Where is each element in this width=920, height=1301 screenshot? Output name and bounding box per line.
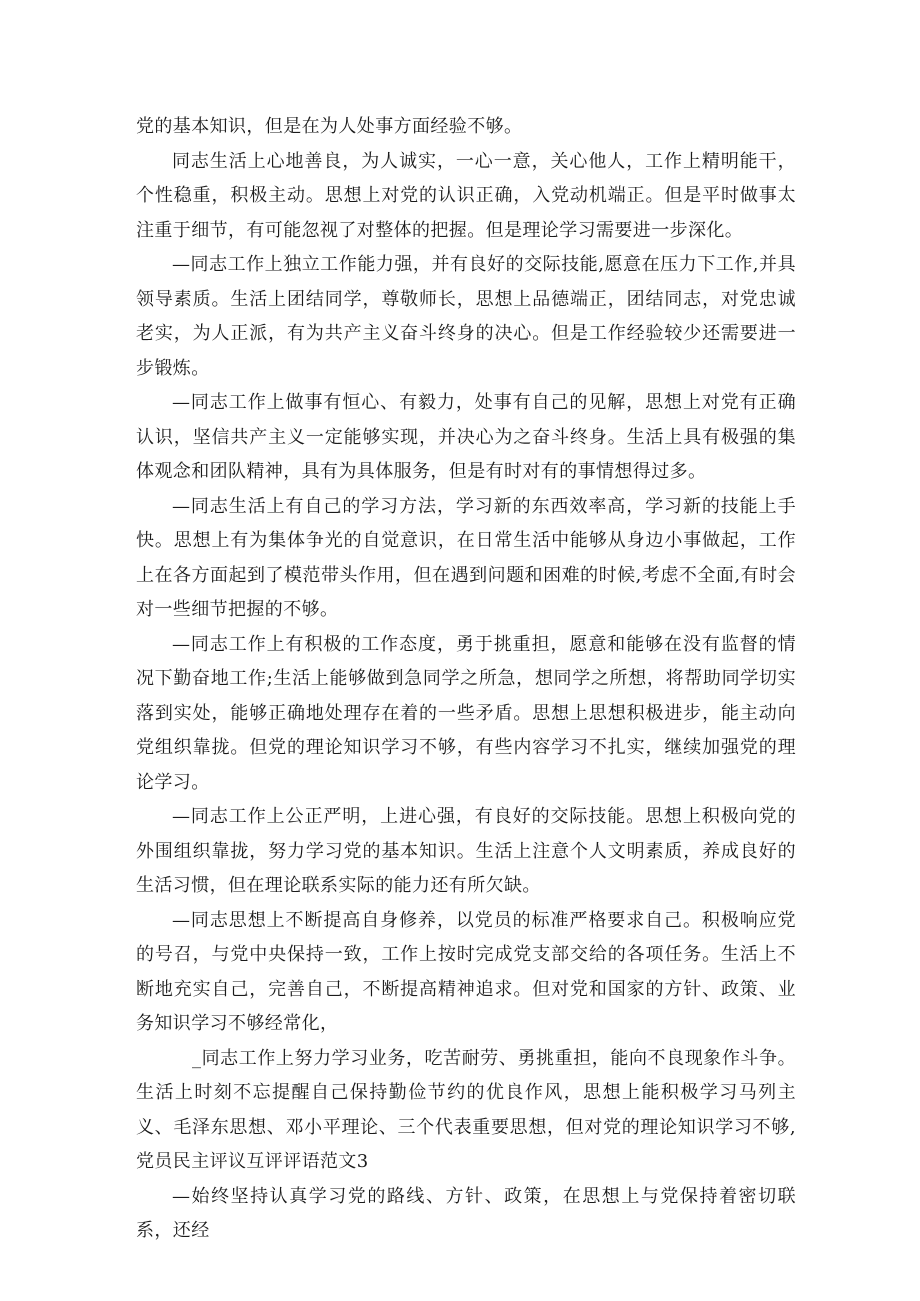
paragraph-6: —同志工作上有积极的工作态度，勇于挑重担，愿意和能够在没有监督的情况下勤奋地工作;生活上能够做到急同学之所急，想同学之所想，将帮助同学切实落到实处，能够正确地处理存在着的一些矛盾。思想上思想积极进步，能主动向党组织靠拢。但党的理论知识学习不够，有些内容学习不扎实，继续加强党的理论学习。 [136,633,796,793]
paragraph-9: _同志工作上努力学习业务，吃苦耐劳、勇挑重担，能向不良现象作斗争。生活上时刻不忘提醒自己保持勤俭节约的优良作风，思想上能积极学习马列主义、毛泽东思想、邓小平理论、三个代表重要思想，但对党的理论知识学习不够,党员民主评议互评评语范文3 [136,1047,796,1172]
paragraph-4: —同志工作上做事有恒心、有毅力，处事有自己的见解，思想上对党有正确认识，坚信共产主义一定能够实现，并决心为之奋斗终身。生活上具有极强的集体观念和团队精神，具有为具体服务，但是有时对有的事情想得过多。 [136,392,796,482]
paragraph-5: —同志生活上有自己的学习方法，学习新的东西效率高，学习新的技能上手快。思想上有为集体争光的自觉意识，在日常生活中能够从身边小事做起，工作上在各方面起到了模范带头作用，但在遇到问题和困难的时候,考虑不全面,有时会对一些细节把握的不够。 [136,495,796,620]
paragraph-2: 同志生活上心地善良，为人诚实，一心一意，关心他人，工作上精明能干，个性稳重，积极主动。思想上对党的认识正确，入党动机端正。但是平时做事太注重于细节，有可能忽视了对整体的把握。但是理论学习需要进一步深化。 [136,150,796,241]
paragraph-1: 党的基本知识，但是在为人处事方面经验不够。 [136,116,523,137]
paragraph-10: —始终坚持认真学习党的路线、方针、政策，在思想上与党保持着密切联系，还经 [136,1185,796,1241]
document-body [136,110,796,1249]
paragraph-3: —同志工作上独立工作能力强，并有良好的交际技能,愿意在压力下工作,并具领导素质。生活上团结同学，尊敬师长，思想上品德端正，团结同志，对党忠诚老实，为人正派，有为共产主义奋斗终身的决心。但是工作经验较少还需要进一步锻炼。 [136,254,796,379]
paragraph-7: —同志工作上公正严明，上进心强，有良好的交际技能。思想上积极向党的外围组织靠拢，努力学习党的基本知识。生活上注意个人文明素质，养成良好的生活习惯，但在理论联系实际的能力还有所欠缺。 [136,806,796,896]
paragraph-8: —同志思想上不断提高自身修养，以党员的标准严格要求自己。积极响应党的号召，与党中央保持一致，工作上按时完成党支部交给的各项任务。生活上不断地充实自己，完善自己，不断提高精神追求。但对党和国家的方针、政策、业务知识学习不够经常化， [136,909,796,1034]
